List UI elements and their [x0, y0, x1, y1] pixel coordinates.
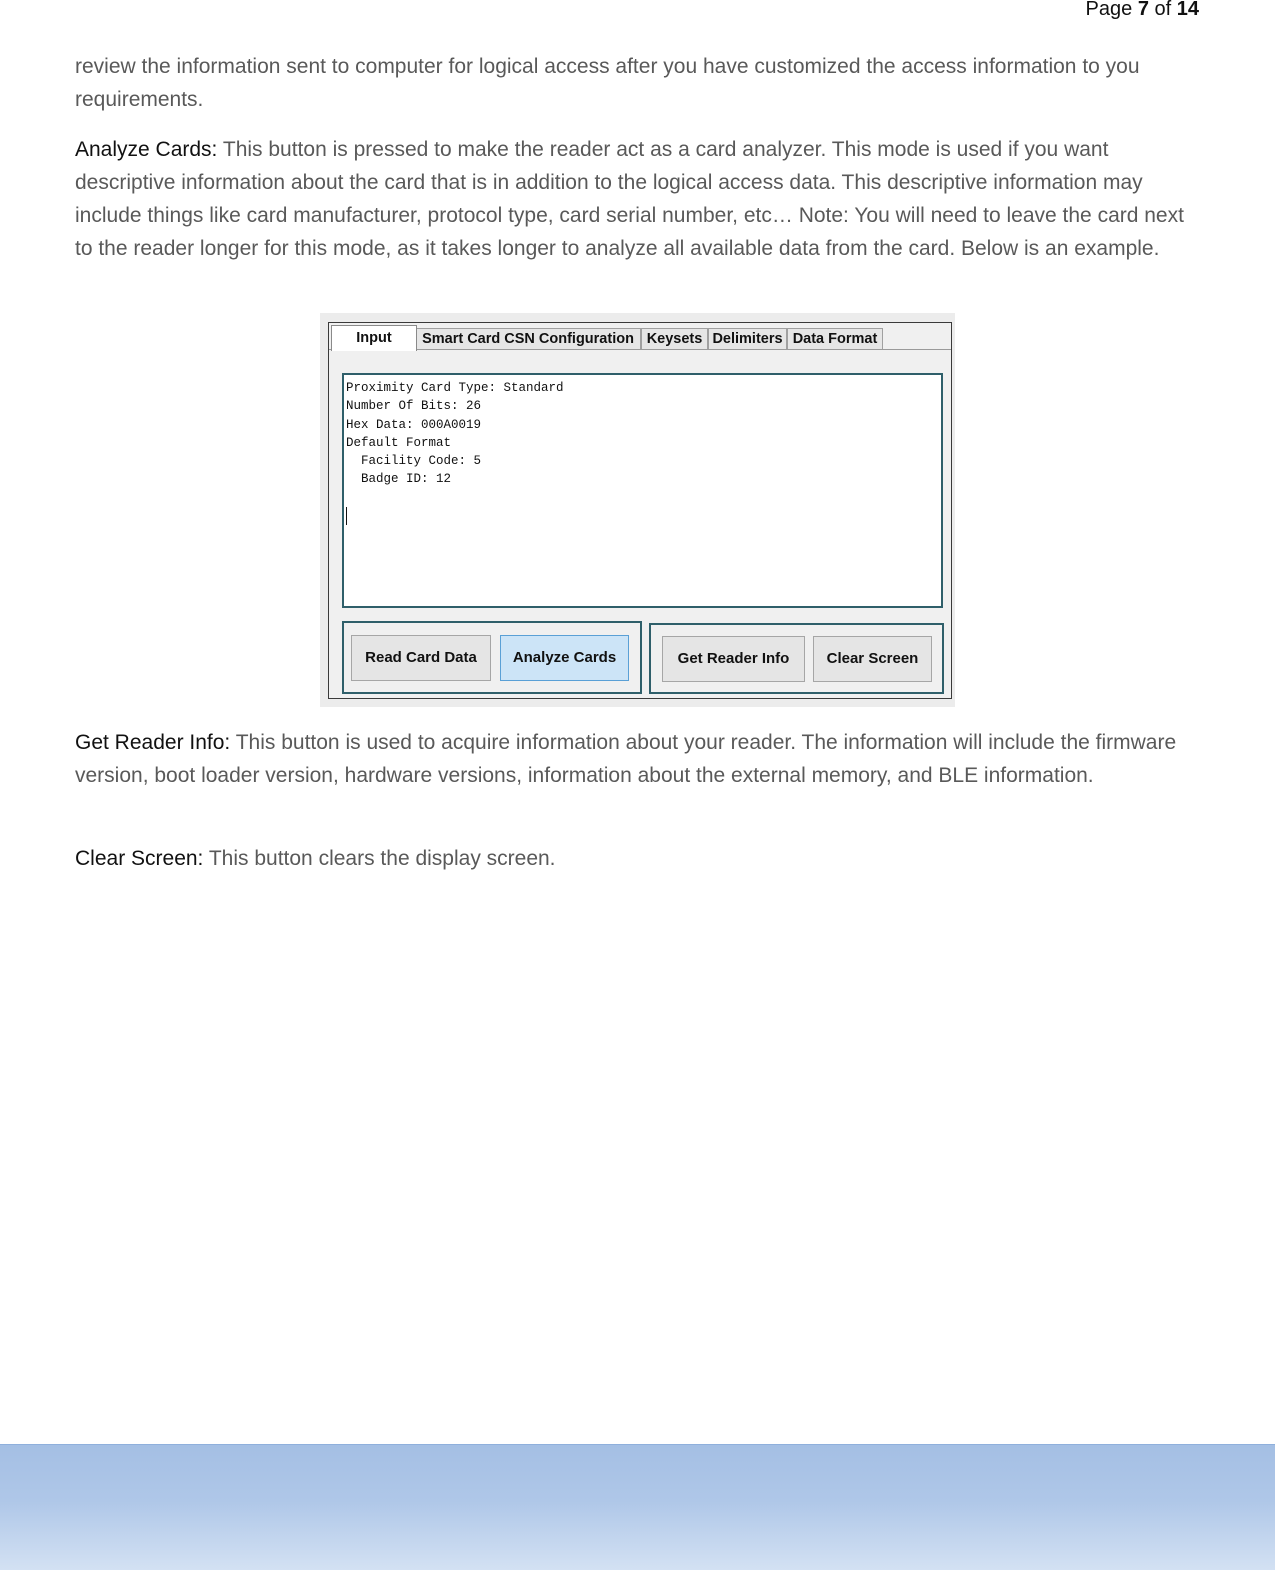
clear-screen-paragraph — [75, 842, 1200, 875]
get-reader-info-term: Get Reader Info: — [75, 731, 231, 754]
output-line: Facility Code: 5 — [346, 454, 482, 469]
tab-keysets[interactable]: Keysets — [641, 328, 708, 349]
analyze-cards-term: Analyze Cards: — [75, 138, 218, 161]
output-line: Proximity Card Type: Standard — [346, 381, 564, 395]
text-caret — [346, 507, 347, 525]
input-tab-panel — [332, 353, 948, 693]
analyze-cards-description: This button is pressed to make the reader act as a card analyzer. This mode is used if you want descriptive information about the card that is in addition to the logical access data. This descriptive information may include things like card manufacturer, protocol type, card serial number, etc… Note: You will need to leave the card next to the reader longer for this mode, as it takes longer to analyze all available data from the card. Below is an example. — [75, 138, 1184, 260]
clear-screen-description: This button clears the display screen. — [203, 847, 556, 870]
tab-smart-card-csn-configuration[interactable]: Smart Card CSN Configuration — [415, 328, 641, 349]
output-line: Hex Data: 000A0019 — [346, 417, 482, 432]
tab-data-format[interactable]: Data Format — [787, 328, 883, 349]
read-mode-button-group — [342, 621, 642, 694]
clear-screen-button[interactable]: Clear Screen — [813, 636, 932, 682]
reader-app-screenshot — [320, 313, 955, 707]
output-line: Badge ID: 12 — [346, 472, 452, 487]
analyze-cards-paragraph — [75, 133, 1200, 265]
output-line: Default Format — [346, 435, 452, 450]
page-prefix: Page — [1085, 0, 1133, 20]
footer-band — [0, 1444, 1275, 1570]
page-number-header — [1086, 0, 1199, 21]
output-line: Number Of Bits: 26 — [346, 399, 482, 414]
total-pages: 14 — [1176, 0, 1199, 20]
utility-button-group — [649, 623, 944, 694]
clear-screen-term: Clear Screen: — [75, 847, 204, 870]
get-reader-info-button[interactable]: Get Reader Info — [662, 636, 805, 682]
tab-delimiters[interactable]: Delimiters — [708, 328, 787, 349]
card-output-display[interactable] — [342, 373, 943, 608]
current-page: 7 — [1137, 0, 1149, 20]
intro-paragraph — [75, 50, 1200, 116]
analyze-cards-button[interactable]: Analyze Cards — [500, 635, 629, 681]
app-window — [328, 322, 952, 699]
get-reader-info-description: This button is used to acquire information about your reader. The information will include the firmware version, boot loader version, hardware versions, information about the external memory, and BLE information. — [75, 731, 1177, 787]
intro-text: review the information sent to computer for logical access after you have customized the access information to you requirements. — [75, 55, 1140, 111]
get-reader-info-paragraph — [75, 726, 1200, 792]
read-card-data-button[interactable]: Read Card Data — [351, 635, 491, 681]
tab-divider — [329, 349, 951, 350]
tab-input[interactable]: Input — [331, 325, 417, 351]
page-of: of — [1154, 0, 1172, 20]
